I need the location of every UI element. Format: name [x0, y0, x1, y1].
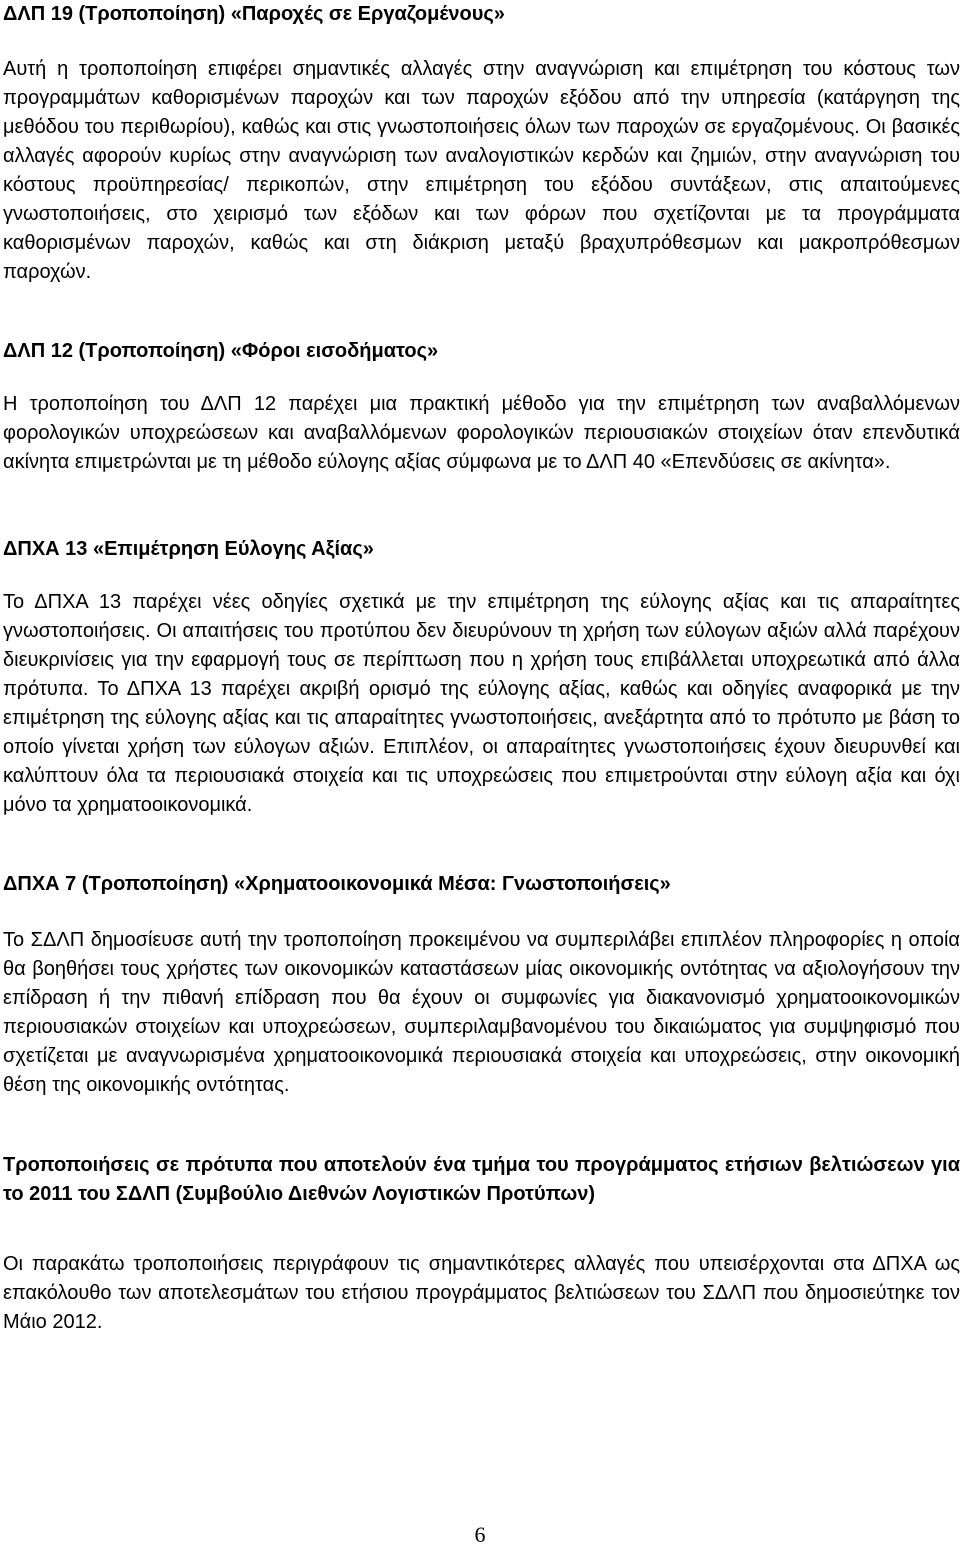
section-heading-ifrs13: ΔΠΧΑ 13 «Επιμέτρηση Εύλογης Αξίας»: [3, 538, 374, 560]
section-body-ifrs13: Το ΔΠΧΑ 13 παρέχει νέες οδηγίες σχετικά με την επιμέτρηση της εύλογης αξίας και τις απαραίτητες γνωστοποιήσεις. Οι απαιτήσεις του προτύπου δεν διευρύνουν τη χρήση των εύλογων αξιών αλλά παρέχουν διευκρινίσεις για την εφαρμογή τους σε περίπτωση που η χρήση τους επιβάλλεται υποχρεωτικά από άλλα πρότυπα. Το ΔΠΧΑ 13 παρέχει ακριβή ορισμό της εύλογης αξίας, καθώς και οδηγίες αναφορικά με την επιμέτρηση της εύλογης αξίας και τις απαραίτητες γνωστοποιήσεις, ανεξάρτητα από το πρότυπο με βάση το οποίο γίνεται χρήση των εύλογων αξιών. Επιπλέον, οι απαραίτητες γνωστοποιήσεις έχουν διευρυνθεί και καλύπτουν όλα τα περιουσιακά στοιχεία και τις υποχρεώσεις που επιμετρούνται στην εύλογη αξία και όχι μόνο τα χρηματοοικονομικά.: [3, 591, 960, 816]
section-heading-annual-improvements: Τροποποιήσεις σε πρότυπα που αποτελούν ένα τμήμα του προγράμματος ετήσιων βελτιώσεων για το 2011 του ΣΔΛΠ (Συμβούλιο Διεθνών Λογιστικών Προτύπων): [3, 1154, 960, 1205]
section-heading-ifrs7: ΔΠΧΑ 7 (Τροποποίηση) «Χρηματοοικονομικά Μέσα: Γνωστοποιήσεις»: [3, 873, 671, 895]
section-body-ias19: Αυτή η τροποποίηση επιφέρει σημαντικές αλλαγές στην αναγνώριση και επιμέτρηση του κόστους των προγραμμάτων καθορισμένων παροχών και των παροχών εξόδου από την υπηρεσία (κατάργηση της μεθόδου του περιθωρίου), καθώς και στις γνωστοποιήσεις όλων των παροχών σε εργαζομένους. Οι βασικές αλλαγές αφορούν κυρίως στην αναγνώριση των αναλογιστικών κερδών και ζημιών, στην αναγνώριση του κόστους προϋπηρεσίας/ περικοπών, στην επιμέτρηση του εξόδου συντάξεων, στις απαιτούμενες γνωστοποιήσεις, στο χειρισμό των εξόδων και των φόρων που σχετίζονται με τα προγράμματα καθορισμένων παροχών, καθώς και στη διάκριση μεταξύ βραχυπρόθεσμων και μακροπρόθεσμων παροχών.: [3, 58, 960, 283]
page-number: 6: [474, 1522, 486, 1547]
section-body-ias12: Η τροποποίηση του ΔΛΠ 12 παρέχει μια πρακτική μέθοδο για την επιμέτρηση των αναβαλλόμενων φορολογικών υποχρεώσεων και αναβαλλόμενων φορολογικών περιουσιακών στοιχείων όταν επενδυτικά ακίνητα επιμετρώνται με τη μέθοδο εύλογης αξίας σύμφωνα με το ΔΛΠ 40 «Επενδύσεις σε ακίνητα».: [3, 393, 960, 473]
section-body-ifrs7: Το ΣΔΛΠ δημοσίευσε αυτή την τροποποίηση προκειμένου να συμπεριλάβει επιπλέον πληροφορίες η οποία θα βοηθήσει τους χρήστες των οικονομικών καταστάσεων μίας οικονομικής οντότητας να αξιολογήσουν την επίδραση ή την πιθανή επίδραση που θα έχουν οι συμφωνίες για διακανονισμό χρηματοοικονομικών περιουσιακών στοιχείων και υποχρεώσεων, συμπεριλαμβανομένου του δικαιώματος για συμψηφισμό που σχετίζεται με αναγνωρισμένα χρηματοοικονομικά περιουσιακά στοιχεία και υποχρεώσεις, στην οικονομική θέση της οικονομικής οντότητας.: [3, 929, 960, 1096]
section-body-annual-improvements: Οι παρακάτω τροποποιήσεις περιγράφουν τις σημαντικότερες αλλαγές που υπεισέρχονται στα ΔΠΧΑ ως επακόλουθο των αποτελεσμάτων του ετήσιου προγράμματος βελτιώσεων του ΣΔΛΠ που δημοσιεύτηκε τον Μάιο 2012.: [3, 1253, 960, 1333]
section-heading-ias12: ΔΛΠ 12 (Τροποποίηση) «Φόροι εισοδήματος»: [3, 340, 439, 362]
section-heading-ias19: ΔΛΠ 19 (Τροποποίηση) «Παροχές σε Εργαζομένους»: [3, 3, 505, 25]
